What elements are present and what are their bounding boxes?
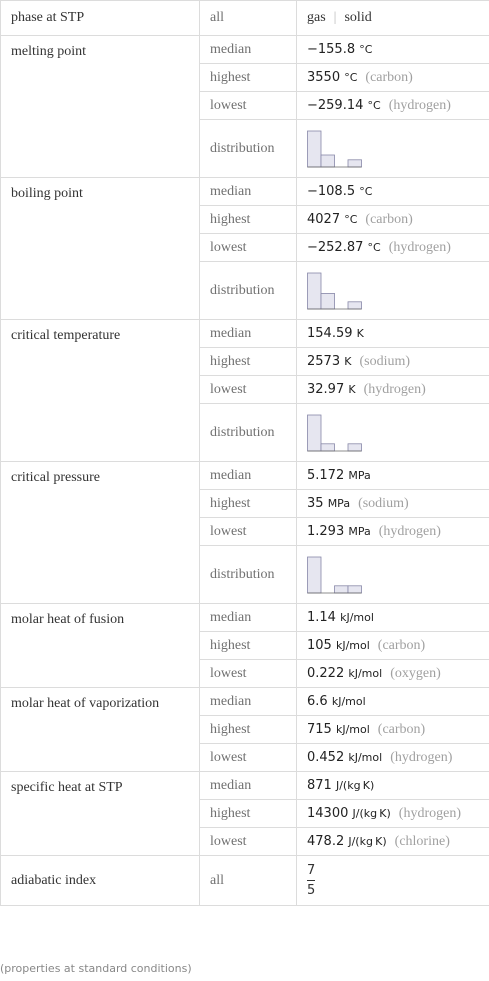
melting-point-median-row [1, 36, 489, 64]
melting-point-highest-unit: °C [344, 70, 358, 84]
critical-pressure-median-row [1, 462, 489, 490]
scope-label: all [200, 1, 297, 36]
boiling-point-median-label: median [200, 178, 297, 206]
critical-pressure-lowest-label: lowest [200, 518, 297, 546]
critical-temperature-highest-number: 2573 [307, 353, 341, 369]
critical-temperature-lowest-unit: K [348, 382, 356, 396]
critical-temperature-median-value [297, 320, 489, 348]
critical-temperature-highest-unit: K [344, 354, 352, 368]
melting-point-median-number: −155.8 [307, 42, 356, 57]
critical-temperature-lowest-label: lowest [200, 376, 297, 404]
adiabatic-index-name: adiabatic index [1, 856, 200, 906]
critical-pressure-lowest-number: 1.293 [307, 523, 345, 539]
melting-point-lowest-number: −259.14 [307, 97, 364, 113]
melting-point-lowest-unit: °C [367, 98, 381, 112]
melting-point-highest-number: 3550 [307, 69, 341, 85]
specific-heat-at-stp-highest-element-note: (hydrogen) [398, 805, 461, 821]
critical-temperature-histogram [307, 413, 377, 453]
molar-heat-of-vaporization-highest-element-note: (carbon) [377, 721, 426, 737]
molar-heat-of-fusion-lowest-element-note: (oxygen) [390, 665, 441, 681]
fraction-denominator: 5 [307, 882, 316, 898]
boiling-point-histogram-bar [308, 273, 322, 309]
specific-heat-at-stp-lowest-value [297, 828, 489, 856]
boiling-point-lowest-unit: °C [367, 240, 381, 254]
specific-heat-at-stp-median-number: 871 [307, 778, 332, 793]
molar-heat-of-vaporization-highest-number: 715 [307, 721, 332, 737]
phase-label: phase at STP [1, 1, 200, 36]
melting-point-median-value [297, 36, 489, 64]
critical-temperature-name: critical temperature [1, 320, 200, 462]
boiling-point-median-number: −108.5 [307, 184, 356, 199]
melting-point-histogram [307, 129, 377, 169]
melting-point-highest-label: highest [200, 64, 297, 92]
boiling-point-lowest-number: −252.87 [307, 239, 364, 255]
melting-point-distribution-label: distribution [200, 120, 297, 178]
specific-heat-at-stp-lowest-element-note: (chlorine) [394, 833, 450, 849]
critical-temperature-histogram-bar [348, 443, 362, 450]
phase-separator: | [333, 10, 337, 25]
adiabatic-index-row [1, 856, 489, 906]
boiling-point-median-value [297, 178, 489, 206]
boiling-point-lowest-value [297, 234, 489, 262]
critical-temperature-lowest-element-note: (hydrogen) [363, 381, 426, 397]
critical-temperature-distribution-cell [297, 404, 489, 462]
specific-heat-at-stp-highest-number: 14300 [307, 805, 349, 821]
critical-pressure-median-value [297, 462, 489, 490]
boiling-point-lowest-element-note: (hydrogen) [388, 239, 451, 255]
boiling-point-name: boiling point [1, 178, 200, 320]
molar-heat-of-fusion-lowest-number: 0.222 [307, 665, 345, 681]
critical-pressure-lowest-unit: MPa [348, 524, 371, 538]
molar-heat-of-fusion-median-value [297, 604, 489, 632]
critical-pressure-lowest-value [297, 518, 489, 546]
footnote: (properties at standard conditions) [0, 962, 192, 975]
boiling-point-histogram-bar [348, 301, 362, 308]
boiling-point-histogram-bar [321, 293, 335, 309]
phase-gas: gas [307, 10, 326, 25]
critical-pressure-lowest-element-note: (hydrogen) [378, 523, 441, 539]
melting-point-name: melting point [1, 36, 200, 178]
critical-temperature-lowest-number: 32.97 [307, 381, 345, 397]
critical-temperature-highest-label: highest [200, 348, 297, 376]
molar-heat-of-fusion-lowest-value [297, 660, 489, 688]
specific-heat-at-stp-median-value [297, 772, 489, 800]
specific-heat-at-stp-median-label: median [200, 772, 297, 800]
molar-heat-of-fusion-median-number: 1.14 [307, 610, 336, 625]
melting-point-lowest-element-note: (hydrogen) [388, 97, 451, 113]
molar-heat-of-fusion-median-unit: kJ/mol [340, 611, 374, 624]
boiling-point-histogram [307, 271, 377, 311]
critical-temperature-distribution-label: distribution [200, 404, 297, 462]
molar-heat-of-vaporization-median-row [1, 688, 489, 716]
boiling-point-lowest-label: lowest [200, 234, 297, 262]
molar-heat-of-fusion-highest-label: highest [200, 632, 297, 660]
critical-pressure-distribution-cell [297, 546, 489, 604]
critical-pressure-name: critical pressure [1, 462, 200, 604]
critical-pressure-histogram-bar [308, 557, 322, 593]
melting-point-median-label: median [200, 36, 297, 64]
adiabatic-index-value [297, 856, 489, 906]
molar-heat-of-fusion-highest-unit: kJ/mol [335, 638, 370, 652]
molar-heat-of-vaporization-highest-value [297, 716, 489, 744]
specific-heat-at-stp-lowest-unit: J/(kg K) [348, 834, 387, 848]
molar-heat-of-vaporization-name: molar heat of vaporization [1, 688, 200, 772]
melting-point-histogram-bar [308, 131, 322, 167]
molar-heat-of-fusion-lowest-unit: kJ/mol [348, 666, 383, 680]
molar-heat-of-fusion-median-row [1, 604, 489, 632]
molar-heat-of-fusion-name: molar heat of fusion [1, 604, 200, 688]
critical-pressure-distribution-label: distribution [200, 546, 297, 604]
critical-temperature-highest-value [297, 348, 489, 376]
critical-pressure-highest-element-note: (sodium) [358, 495, 409, 511]
molar-heat-of-fusion-highest-element-note: (carbon) [377, 637, 426, 653]
molar-heat-of-vaporization-median-value [297, 688, 489, 716]
melting-point-histogram-bar [321, 155, 335, 167]
specific-heat-at-stp-median-row [1, 772, 489, 800]
critical-pressure-highest-unit: MPa [327, 496, 351, 510]
specific-heat-at-stp-lowest-label: lowest [200, 828, 297, 856]
critical-pressure-histogram-bar [348, 585, 362, 592]
melting-point-lowest-value [297, 92, 489, 120]
phase-values [297, 1, 489, 36]
critical-temperature-histogram-bar [308, 415, 322, 451]
melting-point-histogram-bar [348, 159, 362, 166]
critical-pressure-histogram [307, 555, 377, 595]
specific-heat-at-stp-highest-value [297, 800, 489, 828]
critical-temperature-median-label: median [200, 320, 297, 348]
boiling-point-median-row [1, 178, 489, 206]
molar-heat-of-vaporization-lowest-label: lowest [200, 744, 297, 772]
critical-pressure-median-label: median [200, 462, 297, 490]
phase-solid: solid [344, 10, 372, 25]
melting-point-distribution-cell [297, 120, 489, 178]
critical-temperature-lowest-value [297, 376, 489, 404]
boiling-point-highest-unit: °C [344, 212, 358, 226]
critical-pressure-median-unit: MPa [348, 469, 371, 482]
melting-point-highest-value [297, 64, 489, 92]
critical-pressure-histogram-bar [335, 585, 349, 592]
molar-heat-of-vaporization-highest-label: highest [200, 716, 297, 744]
boiling-point-distribution-label: distribution [200, 262, 297, 320]
boiling-point-highest-value [297, 206, 489, 234]
critical-temperature-median-number: 154.59 [307, 326, 353, 341]
melting-point-lowest-label: lowest [200, 92, 297, 120]
melting-point-median-unit: °C [359, 43, 373, 56]
critical-pressure-highest-label: highest [200, 490, 297, 518]
adiabatic-index-fraction [307, 863, 315, 898]
critical-pressure-highest-value [297, 490, 489, 518]
boiling-point-highest-element-note: (carbon) [365, 211, 413, 227]
molar-heat-of-fusion-highest-value [297, 632, 489, 660]
molar-heat-of-vaporization-lowest-element-note: (hydrogen) [390, 749, 453, 765]
melting-point-highest-element-note: (carbon) [365, 69, 413, 85]
molar-heat-of-vaporization-highest-unit: kJ/mol [335, 722, 370, 736]
molar-heat-of-fusion-median-label: median [200, 604, 297, 632]
molar-heat-of-vaporization-lowest-value [297, 744, 489, 772]
critical-temperature-histogram-bar [321, 443, 335, 450]
critical-pressure-highest-number: 35 [307, 495, 324, 511]
critical-pressure-median-number: 5.172 [307, 468, 345, 483]
specific-heat-at-stp-lowest-number: 478.2 [307, 833, 345, 849]
critical-temperature-median-unit: K [356, 327, 364, 340]
molar-heat-of-fusion-lowest-label: lowest [200, 660, 297, 688]
fraction-numerator: 7 [307, 862, 316, 878]
molar-heat-of-vaporization-median-label: median [200, 688, 297, 716]
boiling-point-median-unit: °C [359, 185, 373, 198]
molar-heat-of-vaporization-median-unit: kJ/mol [331, 695, 366, 708]
adiabatic-index-all-label: all [200, 856, 297, 906]
critical-temperature-median-row [1, 320, 489, 348]
specific-heat-at-stp-median-unit: J/(kg K) [335, 779, 375, 792]
boiling-point-highest-label: highest [200, 206, 297, 234]
fraction-bar [307, 880, 315, 881]
header-row [1, 1, 489, 36]
specific-heat-at-stp-highest-label: highest [200, 800, 297, 828]
specific-heat-at-stp-name: specific heat at STP [1, 772, 200, 856]
molar-heat-of-vaporization-lowest-number: 0.452 [307, 749, 345, 765]
molar-heat-of-vaporization-median-number: 6.6 [307, 694, 328, 709]
boiling-point-highest-number: 4027 [307, 211, 341, 227]
molar-heat-of-fusion-highest-number: 105 [307, 637, 332, 653]
boiling-point-distribution-cell [297, 262, 489, 320]
critical-temperature-highest-element-note: (sodium) [359, 353, 411, 369]
molar-heat-of-vaporization-lowest-unit: kJ/mol [348, 750, 383, 764]
specific-heat-at-stp-highest-unit: J/(kg K) [352, 806, 391, 820]
